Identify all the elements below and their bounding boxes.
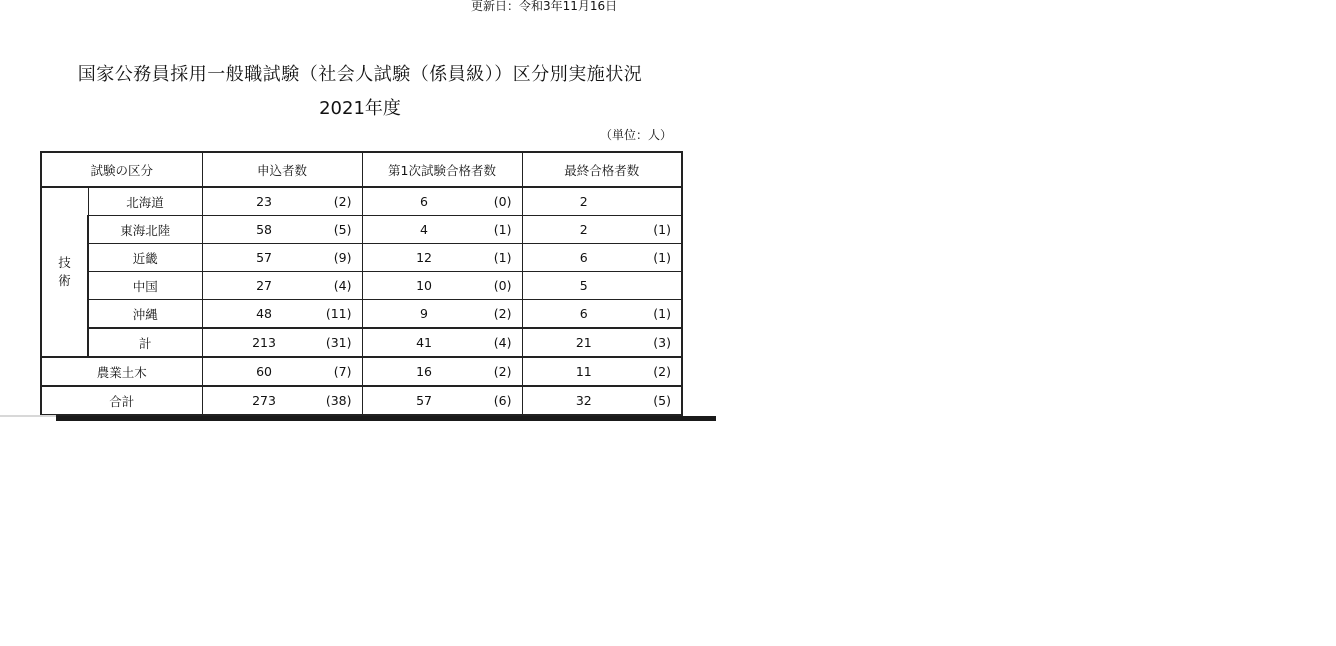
table-row-total: [41, 386, 682, 415]
first-pass-value: 10: [416, 278, 432, 293]
row-label: 沖縄: [88, 300, 202, 329]
first-pass-paren: (6): [493, 393, 512, 408]
row-label: 北海道: [88, 187, 202, 216]
table-row: [41, 272, 682, 300]
final-pass-paren: (1): [653, 306, 672, 321]
table-row: [41, 216, 682, 244]
applicants-paren: (38): [325, 393, 352, 408]
first-pass-value: 9: [420, 306, 428, 321]
table-row: [41, 300, 682, 329]
applicants-value: 27: [256, 278, 272, 293]
final-pass-paren: (1): [653, 250, 672, 265]
row-label: 近畿: [88, 244, 202, 272]
first-pass-paren: (0): [493, 194, 512, 209]
table-row-agri: [41, 357, 682, 386]
header-category: 試験の区分: [41, 152, 202, 187]
first-pass-value: 4: [420, 222, 428, 237]
table-row-subtotal: [41, 328, 682, 357]
applicants-paren: (5): [333, 222, 352, 237]
applicants-paren: (31): [325, 335, 352, 350]
unit-note: （単位：人）: [600, 128, 673, 142]
final-pass-paren: (3): [653, 335, 672, 350]
applicants-paren: (4): [333, 278, 352, 293]
final-pass-value: 11: [575, 364, 592, 379]
final-pass-value: 6: [579, 250, 588, 265]
applicants-paren: (7): [333, 364, 352, 379]
first-pass-paren: (2): [493, 306, 512, 321]
first-pass-paren: (1): [493, 250, 512, 265]
applicants-paren: (2): [333, 194, 352, 209]
applicants-value: 60: [256, 364, 272, 379]
group-label-char: 術: [58, 273, 71, 288]
first-pass-paren: (4): [493, 335, 512, 350]
updated-date: 更新日：令和3年11月16日: [471, 0, 618, 13]
first-pass-value: 6: [420, 194, 428, 209]
first-pass-value: 57: [416, 393, 432, 408]
header-final-pass: 最終合格者数: [522, 152, 682, 187]
first-pass-paren: (2): [493, 364, 512, 379]
final-pass-value: 6: [579, 306, 588, 321]
final-pass-paren: (1): [653, 222, 672, 237]
row-label: 東海北陸: [88, 216, 202, 244]
applicants-paren: (11): [325, 306, 352, 321]
first-pass-value: 16: [416, 364, 432, 379]
first-pass-value: 12: [416, 250, 432, 265]
final-pass-value: 32: [575, 393, 592, 408]
final-pass-value: 21: [575, 335, 592, 350]
row-label: 計: [88, 328, 202, 357]
divider-rule: [56, 416, 716, 421]
applicants-value: 48: [256, 306, 272, 321]
table-row: [41, 244, 682, 272]
results-table: [40, 151, 683, 416]
row-label: 合計: [41, 386, 202, 415]
header-first-pass: 第1次試験合格者数: [362, 152, 522, 187]
first-pass-paren: (0): [493, 278, 512, 293]
applicants-value: 273: [252, 393, 276, 408]
group-label-technical: [41, 187, 88, 357]
applicants-value: 23: [256, 194, 272, 209]
page-title: 国家公務員採用一般職試験（社会人試験（係員級））区分別実施状況: [77, 64, 643, 85]
group-label-char: 技: [58, 255, 71, 270]
applicants-value: 213: [252, 335, 276, 350]
final-pass-value: 5: [579, 278, 588, 293]
final-pass-paren: (2): [653, 364, 672, 379]
final-pass-value: 2: [579, 222, 588, 237]
final-pass-value: 2: [579, 194, 588, 209]
applicants-paren: (9): [333, 250, 352, 265]
row-label: 中国: [88, 272, 202, 300]
first-pass-paren: (1): [493, 222, 512, 237]
applicants-value: 57: [256, 250, 272, 265]
header-applicants: 申込者数: [202, 152, 362, 187]
final-pass-paren: (5): [653, 393, 672, 408]
divider-light: [0, 415, 56, 417]
table-row: [41, 187, 682, 216]
row-label: 農業土木: [41, 357, 202, 386]
page-subtitle: 2021年度: [319, 98, 401, 119]
applicants-value: 58: [256, 222, 272, 237]
first-pass-value: 41: [416, 335, 432, 350]
